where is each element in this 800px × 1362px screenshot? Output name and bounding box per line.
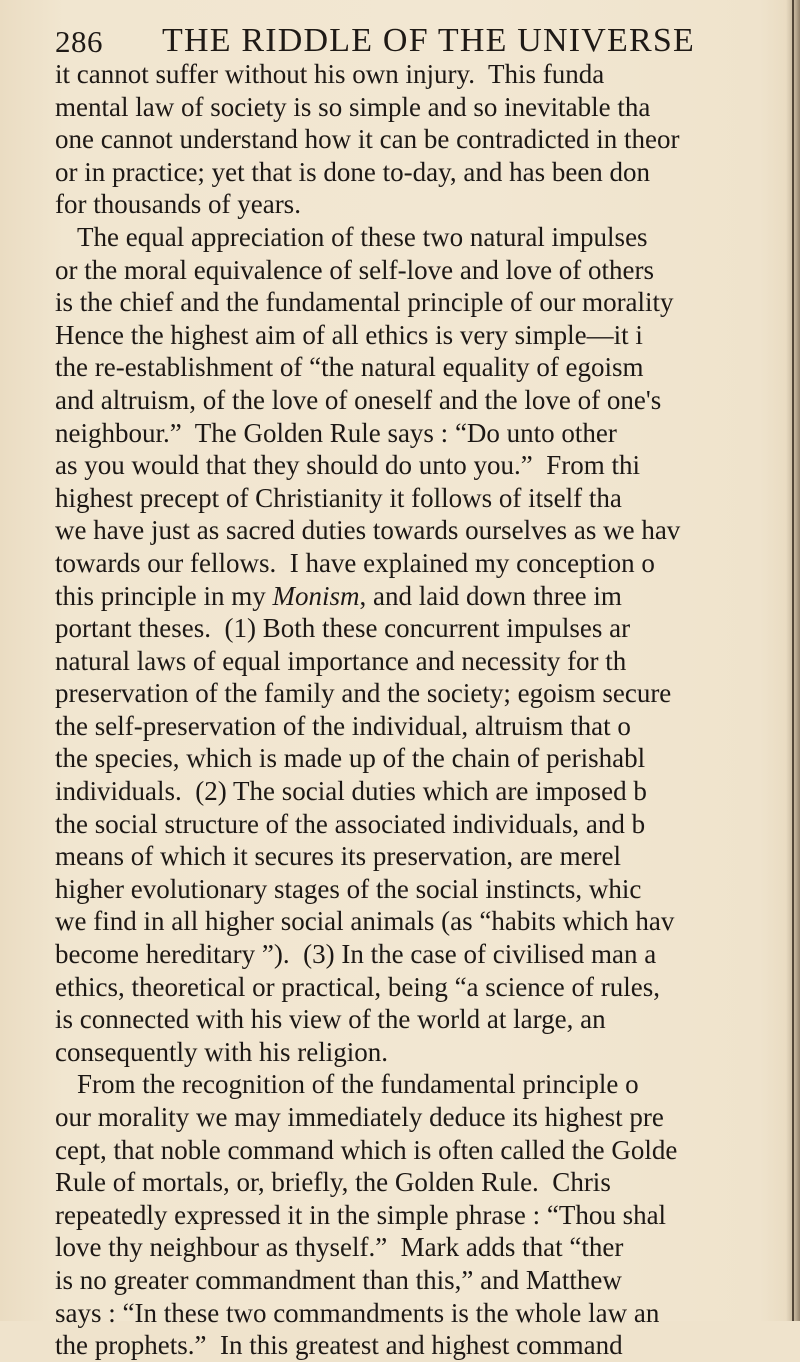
text-line: [55, 710, 795, 743]
text-line-content: love thy neighbour as thyself.” Mark adds that “ther: [55, 1232, 624, 1263]
text-line-content: the self-preservation of the individual, altruism that o: [55, 710, 631, 741]
text-line-content: or the moral equivalence of self-love and love of others: [55, 254, 655, 285]
text-line: [55, 1231, 795, 1264]
text-line-content: Rule of mortals, or, briefly, the Golden Rule. Chris: [55, 1167, 611, 1198]
text-line: [55, 840, 795, 873]
text-line: [55, 547, 795, 580]
page-number: 286: [55, 24, 103, 59]
text-line: [55, 742, 795, 775]
text-line: [55, 384, 795, 417]
text-line-content: and altruism, of the love of oneself and the love of one's: [55, 384, 662, 415]
text-line-content: consequently with his religion.: [55, 1036, 388, 1067]
text-line: [55, 677, 795, 710]
text-line: [55, 449, 795, 482]
text-line: [55, 938, 795, 971]
text-line: [55, 1068, 795, 1101]
text-line: [55, 1166, 795, 1199]
text-line-content: is no greater commandment than this,” and Matthew: [55, 1264, 622, 1295]
text-line-content: preservation of the family and the society; egoism secure: [55, 678, 672, 709]
text-line: [55, 1297, 795, 1330]
text-line-content: the species, which is made up of the chain of perishabl: [55, 743, 646, 774]
text-line-content: mental law of society is so simple and so inevitable tha: [55, 91, 651, 122]
body-text: [55, 58, 795, 1362]
text-line: [55, 645, 795, 678]
text-line-content: we find in all higher social animals (as “habits which hav: [55, 906, 675, 937]
text-line: [55, 580, 795, 613]
text-line: [55, 417, 795, 450]
text-line: [55, 1329, 795, 1362]
text-line: [55, 286, 795, 319]
text-line: [55, 156, 795, 189]
text-line: [55, 1036, 795, 1069]
text-line-content: Hence the highest aim of all ethics is very simple—it i: [55, 319, 643, 350]
text-line: [55, 58, 795, 91]
text-line: [55, 1101, 795, 1134]
text-line-content: highest precept of Christianity it follows of itself tha: [55, 482, 622, 513]
text-line-content: From the recognition of the fundamental principle o: [77, 1069, 639, 1100]
text-line: [55, 351, 795, 384]
text-line-content: ethics, theoretical or practical, being “a science of rules,: [55, 971, 660, 1002]
text-line-content: is connected with his view of the world at large, an: [55, 1004, 606, 1035]
text-line: [55, 123, 795, 156]
spine-edge: [792, 0, 794, 1321]
text-line-content: neighbour.” The Golden Rule says : “Do unto other: [55, 417, 617, 448]
text-line: [55, 612, 795, 645]
text-line-content: we have just as sacred duties towards ourselves as we hav: [55, 515, 681, 546]
text-line: [55, 91, 795, 124]
text-line: [55, 1199, 795, 1232]
text-line: [55, 1264, 795, 1297]
text-line: [55, 482, 795, 515]
text-line-content: the social structure of the associated individuals, and b: [55, 808, 646, 839]
text-line-continuation: , and laid down three im: [359, 580, 622, 611]
text-line-content: is the chief and the fundamental principle of our morality: [55, 287, 674, 318]
italic-title: Monism: [272, 580, 360, 611]
text-line: [55, 905, 795, 938]
text-line-content: this principle in my: [55, 580, 273, 611]
text-line-content: says : “In these two commandments is the whole law an: [55, 1297, 660, 1328]
text-line: [55, 873, 795, 906]
text-line-content: repeatedly expressed it in the simple phrase : “Thou shal: [55, 1199, 667, 1230]
running-head: THE RIDDLE OF THE UNIVERSE: [162, 22, 695, 59]
text-line-content: the prophets.” In this greatest and highest command: [55, 1330, 623, 1361]
text-line: [55, 808, 795, 841]
text-line-content: individuals. (2) The social duties which are imposed b: [55, 776, 647, 807]
text-line-content: our morality we may immediately deduce its highest pre: [55, 1102, 664, 1132]
text-line-content: cept, that noble command which is often called the Golde: [55, 1134, 678, 1165]
text-line: [55, 775, 795, 808]
text-line-content: or in practice; yet that is done to-day, and has been don: [55, 156, 651, 187]
text-line-content: natural laws of equal importance and necessity for th: [55, 645, 627, 676]
text-line-content: The equal appreciation of these two natural impulses: [77, 221, 648, 252]
text-line-content: it cannot suffer without his own injury. This funda: [55, 59, 605, 89]
text-line-content: the re-establishment of “the natural equality of egoism: [55, 352, 644, 383]
text-line-content: as you would that they should do unto you.” From thi: [55, 450, 640, 481]
text-line-content: one cannot understand how it can be contradicted in theor: [55, 124, 680, 155]
text-line: [55, 254, 795, 287]
text-line-content: towards our fellows. I have explained my conception o: [55, 547, 655, 578]
text-line-content: higher evolutionary stages of the social instincts, whic: [55, 873, 642, 904]
text-line: [55, 971, 795, 1004]
text-line-content: for thousands of years.: [55, 189, 301, 220]
text-line: [55, 221, 795, 254]
text-line-content: portant theses. (1) Both these concurrent impulses ar: [55, 613, 631, 644]
text-line: [55, 514, 795, 547]
text-line: [55, 188, 795, 221]
text-line: [55, 1134, 795, 1167]
text-line-content: means of which it secures its preservation, are merel: [55, 841, 622, 872]
text-line: [55, 319, 795, 352]
text-line-content: become hereditary ”). (3) In the case of civilised man a: [55, 939, 657, 970]
text-line: [55, 1003, 795, 1036]
